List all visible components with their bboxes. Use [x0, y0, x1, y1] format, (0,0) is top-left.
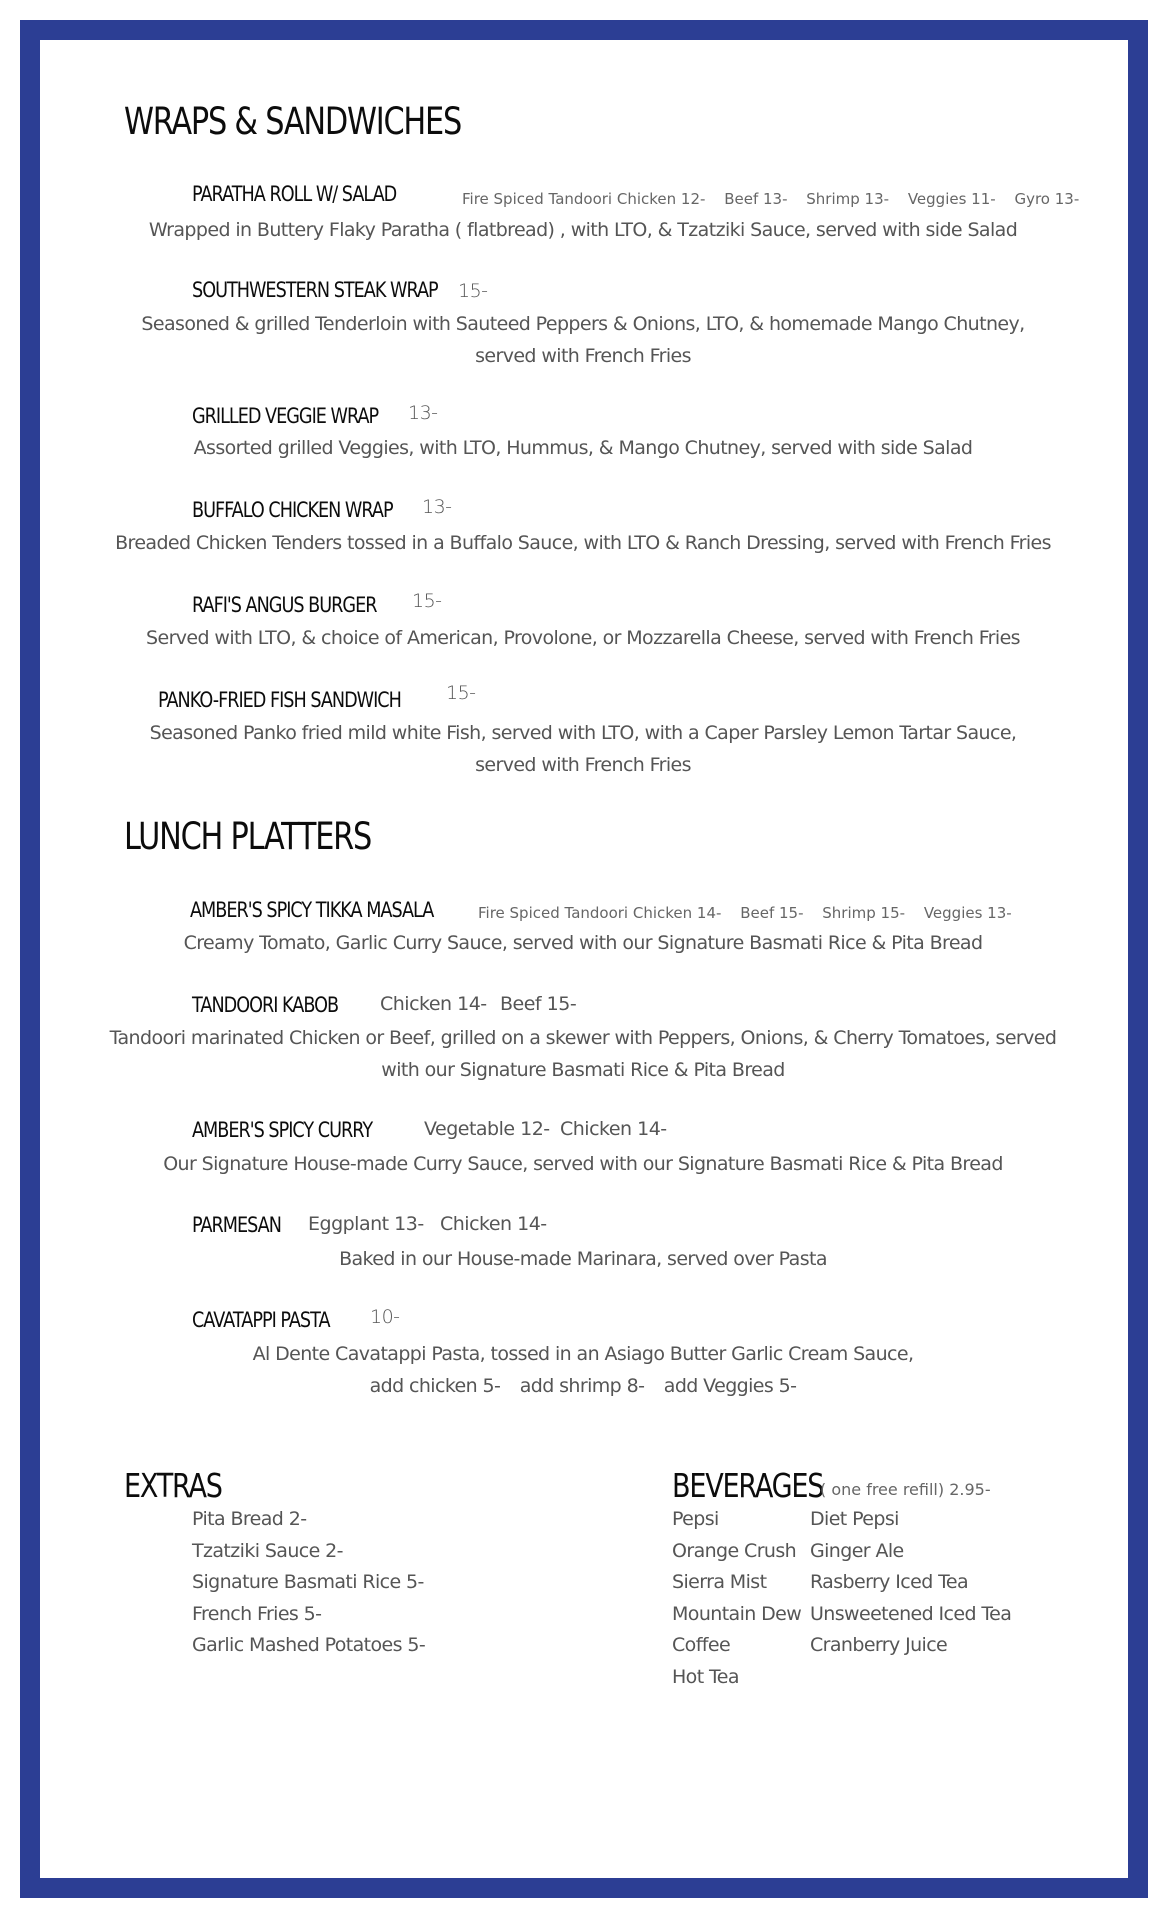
item-name: AMBER'S SPICY TIKKA MASALA [190, 898, 434, 922]
item-description: Al Dente Cavatappi Pasta, tossed in an Asiago Butter Garlic Cream Sauce, [252, 1343, 914, 1365]
beverages-list-left [672, 1508, 801, 1697]
list-item: Mountain Dew [672, 1602, 802, 1625]
list-item: Orange Crush [672, 1539, 797, 1562]
list-item: Coffee [672, 1634, 731, 1656]
item-description: Breaded Chicken Tenders tossed in a Buffalo Sauce, with LTO & Ranch Dressing, served with French Fries [115, 532, 1051, 554]
item-name: AMBER'S SPICY CURRY [192, 1118, 373, 1142]
item-addons [100, 1370, 1066, 1402]
item-options [478, 904, 1026, 922]
section-title-wraps: WRAPS & SANDWICHES [124, 100, 461, 143]
item-description: Seasoned Panko fried mild white Fish, served with LTO, with a Caper Parsley Lemon Tartar Sauce, [149, 722, 1017, 744]
item-name: PARMESAN [192, 1213, 281, 1237]
option: Fire Spiced Tandoori Chicken 12- [462, 190, 706, 208]
list-item: Ginger Ale [810, 1539, 904, 1562]
item-description-line2: served with French Fries [475, 345, 691, 367]
list-item: Rasberry Iced Tea [810, 1571, 968, 1593]
list-item: Garlic Mashed Potatoes 5- [192, 1634, 426, 1656]
item-name: SOUTHWESTERN STEAK WRAP [192, 278, 438, 302]
list-item: Sierra Mist [672, 1571, 767, 1593]
option: Shrimp 13- [806, 190, 890, 208]
list-item: Cranberry Juice [810, 1634, 948, 1656]
beverages-price-note: ( one free refill) 2.95- [820, 1480, 991, 1499]
item-price: 15- [446, 682, 476, 704]
extras-list [192, 1508, 425, 1666]
option-chicken: Chicken 14- [560, 1118, 667, 1140]
item-description-line2: served with French Fries [475, 754, 691, 776]
item-description: Baked in our House-made Marinara, served over Pasta [339, 1248, 827, 1270]
item-price: 15- [412, 590, 442, 612]
option: Gyro 13- [1014, 190, 1080, 208]
list-item: Hot Tea [672, 1665, 739, 1688]
item-options [462, 190, 1093, 208]
section-title-beverages: BEVERAGES [672, 1466, 824, 1505]
list-item: French Fries 5- [192, 1602, 322, 1625]
item-name: BUFFALO CHICKEN WRAP [192, 498, 393, 522]
item-price: 13- [422, 496, 452, 518]
list-item: Tzatziki Sauce 2- [192, 1539, 343, 1562]
item-description: Seasoned & grilled Tenderloin with Sauteed Peppers & Onions, LTO, & homemade Mango Chutney, [141, 313, 1025, 335]
option: Beef 15- [740, 904, 804, 922]
option: Beef 13- [724, 190, 788, 208]
item-name: CAVATAPPI PASTA [192, 1308, 330, 1332]
option: Shrimp 15- [822, 904, 906, 922]
list-item: Unsweetened Iced Tea [810, 1602, 1012, 1625]
item-description-line2: with our Signature Basmati Rice & Pita Bread [381, 1059, 785, 1081]
item-description: Wrapped in Buttery Flaky Paratha ( flatbread) , with LTO, & Tzatziki Sauce, served with side Salad [148, 219, 1018, 241]
item-name: RAFI'S ANGUS BURGER [192, 593, 377, 617]
item-name: PANKO-FRIED FISH SANDWICH [158, 688, 401, 712]
section-title-extras: EXTRAS [124, 1466, 222, 1505]
option: Fire Spiced Tandoori Chicken 14- [478, 904, 722, 922]
option: Veggies 11- [907, 190, 996, 208]
item-description: Served with LTO, & choice of American, Provolone, or Mozzarella Cheese, served with French Fries [146, 627, 1020, 649]
item-name: TANDOORI KABOB [192, 993, 339, 1017]
option-chicken: Chicken 14- [440, 1213, 547, 1235]
option-beef: Beef 15- [500, 993, 577, 1015]
option-eggplant: Eggplant 13- [308, 1213, 424, 1235]
item-price: 13- [408, 402, 438, 424]
item-description: Our Signature House-made Curry Sauce, served with our Signature Basmati Rice & Pita Bread [163, 1153, 1003, 1175]
beverages-list-right [810, 1508, 1011, 1666]
item-price: 10- [370, 1306, 400, 1328]
addon-shrimp: add shrimp 8- [519, 1375, 645, 1397]
option-chicken: Chicken 14- [380, 993, 487, 1015]
list-item: Diet Pepsi [810, 1508, 899, 1530]
list-item: Pepsi [672, 1508, 719, 1530]
list-item: Pita Bread 2- [192, 1508, 307, 1530]
item-description: Creamy Tomato, Garlic Curry Sauce, served with our Signature Basmati Rice & Pita Bread [183, 932, 983, 954]
item-name: PARATHA ROLL W/ SALAD [192, 182, 397, 206]
option-vegetable: Vegetable 12- [424, 1118, 550, 1140]
section-title-lunch-platters: LUNCH PLATTERS [124, 815, 372, 858]
addon-chicken: add chicken 5- [369, 1375, 501, 1397]
addon-veggies: add Veggies 5- [663, 1375, 797, 1397]
item-description: Assorted grilled Veggies, with LTO, Hummus, & Mango Chutney, served with side Salad [193, 437, 973, 459]
item-price: 15- [458, 280, 488, 302]
list-item: Signature Basmati Rice 5- [192, 1571, 424, 1593]
option: Veggies 13- [923, 904, 1012, 922]
item-description: Tandoori marinated Chicken or Beef, grilled on a skewer with Peppers, Onions, & Cherry Tomatoes, served [109, 1027, 1057, 1049]
item-name: GRILLED VEGGIE WRAP [192, 404, 379, 428]
